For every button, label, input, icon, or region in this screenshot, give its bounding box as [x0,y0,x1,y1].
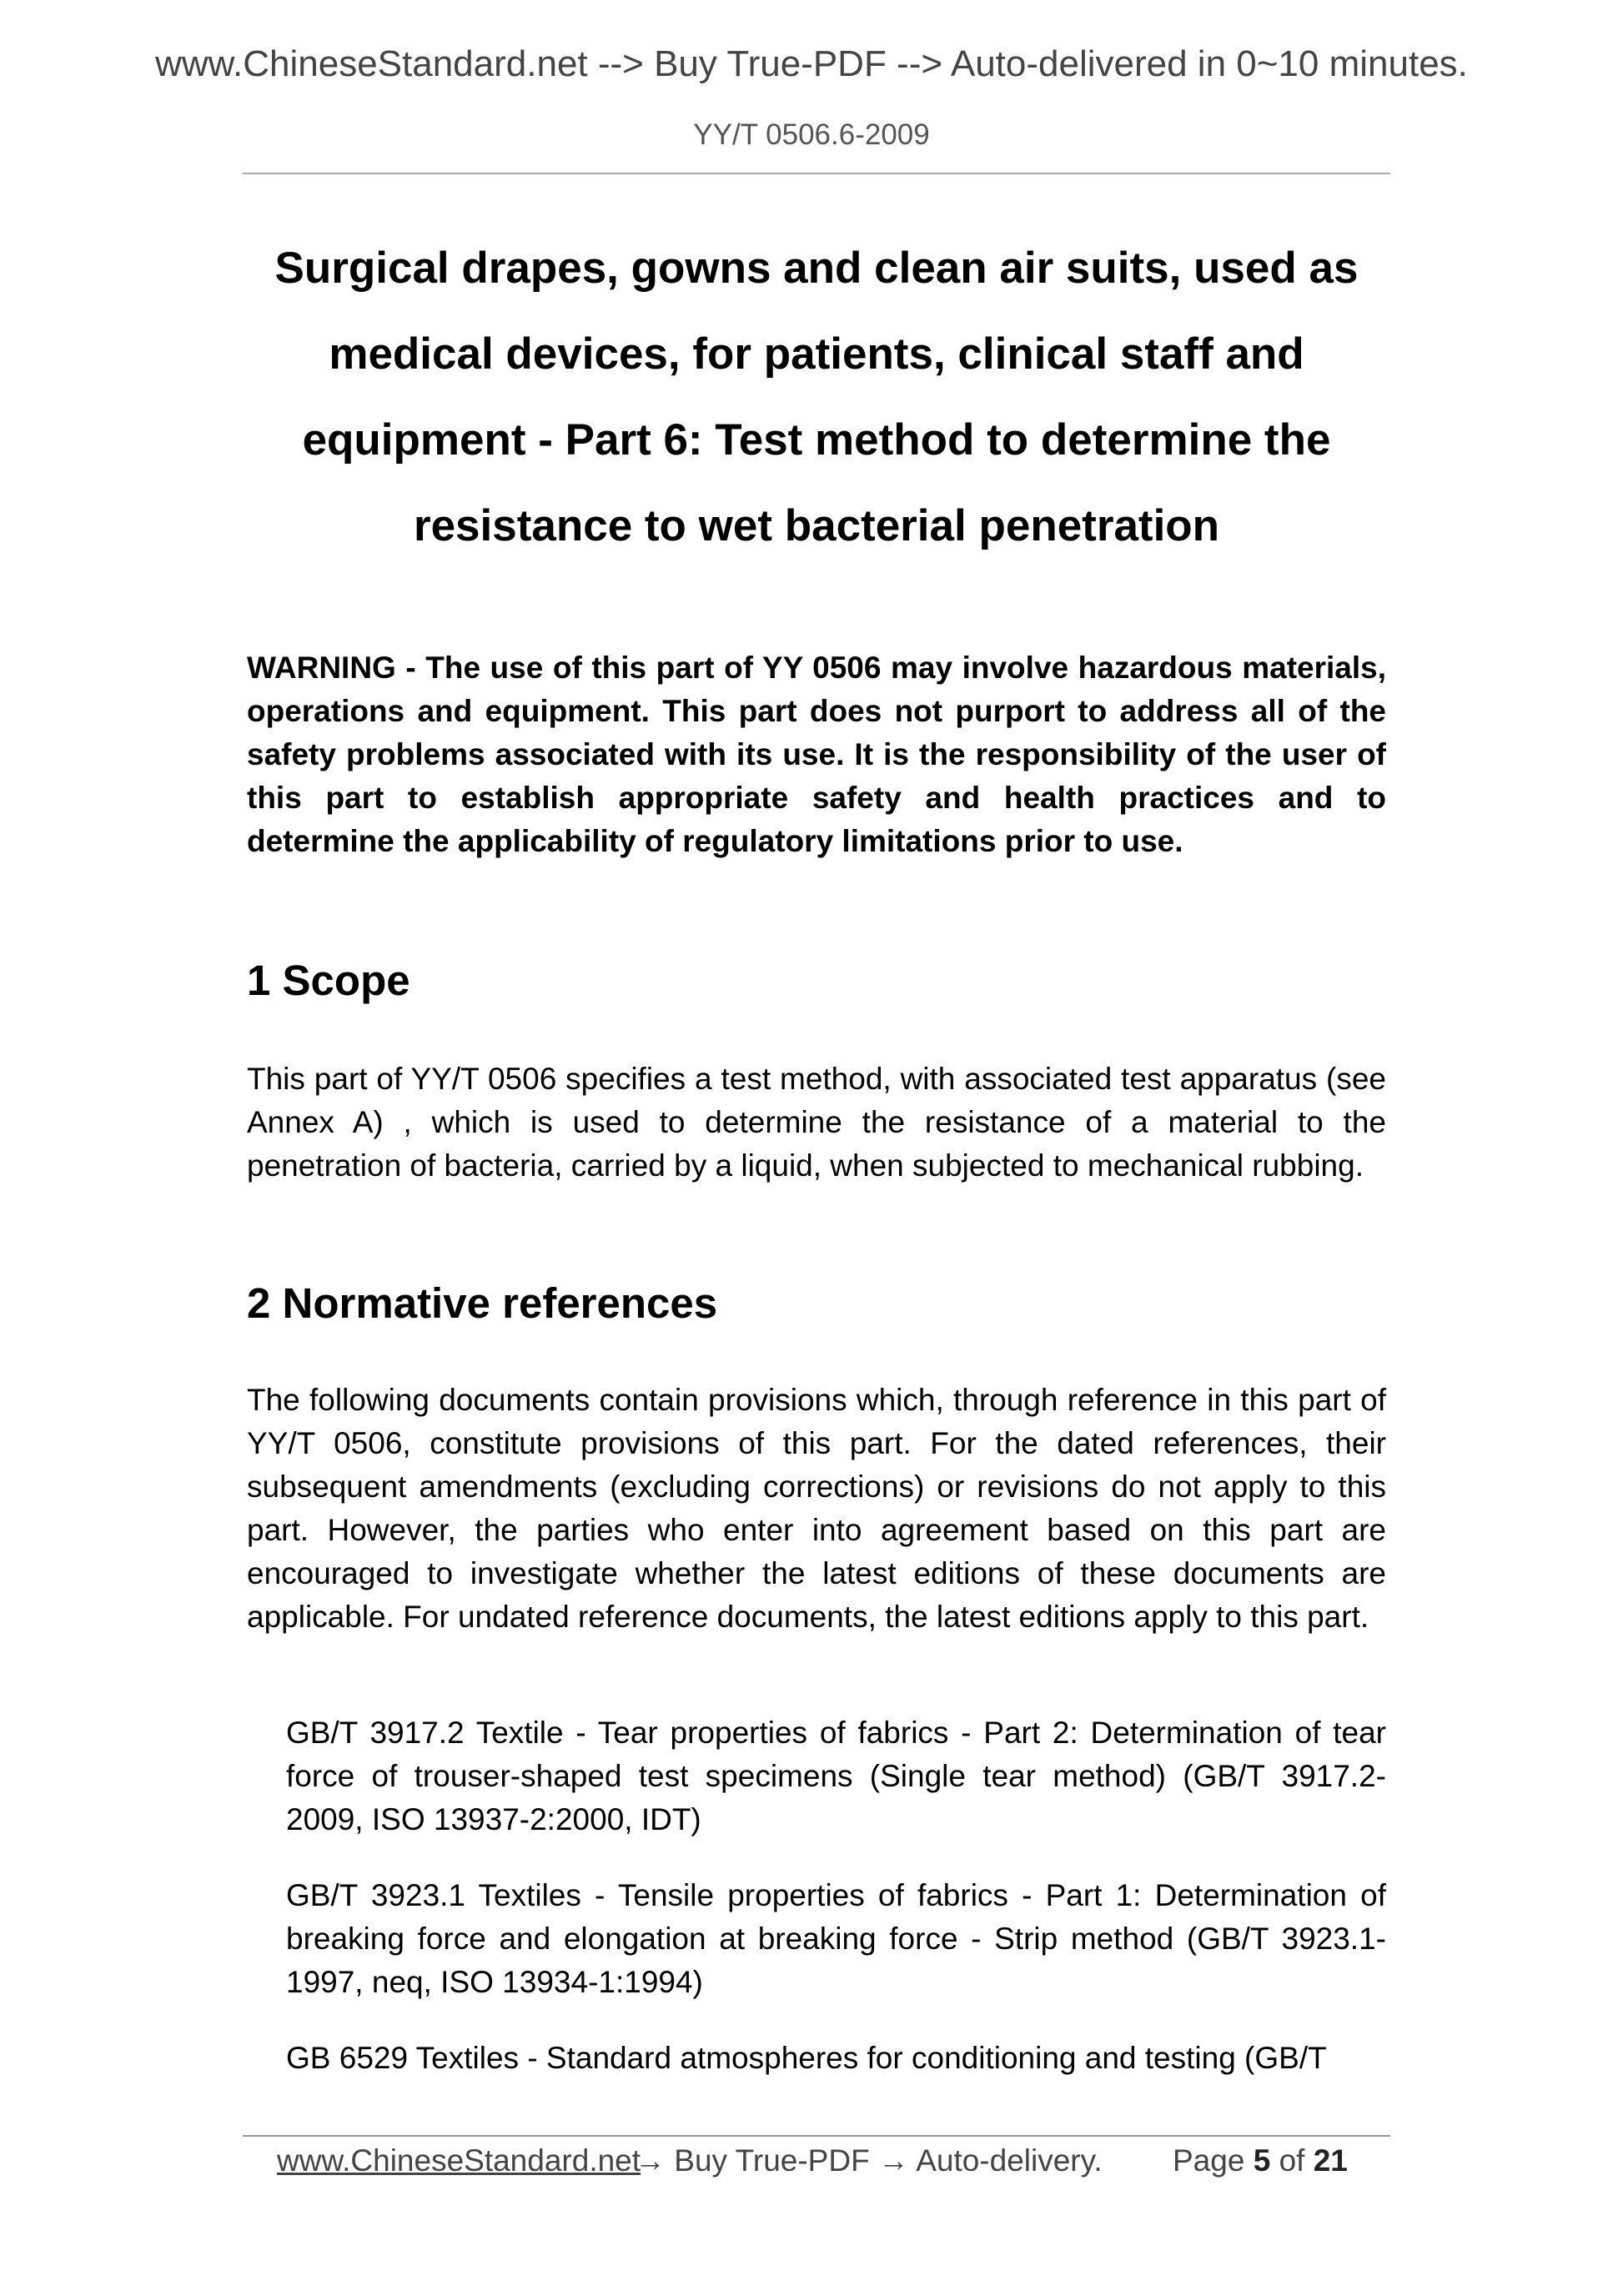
scope-paragraph: This part of YY/T 0506 specifies a test method, with associated test apparatus (see Annex A) , which is used to determine the resistance of a material to the penetration of bacteria, carried by a liquid, when subjected to mechanical rubbing. [247,1062,1386,1183]
section-heading-scope: 1 Scope [247,957,410,1004]
page-total: 21 [1313,2143,1348,2178]
top-banner: www.ChineseStandard.net --> Buy True-PDF --> Auto-delivered in 0~10 minutes. [155,43,1468,84]
reference-item: GB 6529 Textiles - Standard atmospheres for conditioning and testing (GB/T [286,2041,1327,2075]
section-heading-normative-references: 2 Normative references [247,1279,718,1327]
reference-item: GB/T 3923.1 Textiles - Tensile properties of fabrics - Part 1: Determination of breaking force and elongation at breaking force - Strip method (GB/T 3923.1-1997, neq, ISO 13934-1:1994) [286,1878,1386,1999]
title-line-3: equipment - Part 6: Test method to determine the [302,415,1331,465]
reference-item: GB/T 3917.2 Textile - Tear properties of fabrics - Part 2: Determination of tear force of trouser-shaped test specimens (Single tear method) (GB/T 3917.2-2009, ISO 13937-2:2000, IDT) [286,1716,1386,1836]
normative-references-paragraph: The following documents contain provisions which, through reference in this part of YY/T 0506, constitute provisions of this part. For the dated references, their subsequent amendments (excluding corrections) or revisions do not apply to this part. However, the parties who enter into agreement based on this part are encouraged to investigate whether the latest editions of these documents are applicable. For undated reference documents, the latest editions apply to this part. [247,1383,1386,1634]
title-line-4: resistance to wet bacterial penetration [413,501,1220,550]
page-word: Page [1173,2143,1245,2178]
of-word: of [1279,2143,1305,2178]
document-code: YY/T 0506.6-2009 [693,118,930,151]
warning-paragraph: WARNING - The use of this part of YY 0506 may involve hazardous materials, operations and equipment. This part does not purport to address all of the safety problems associated with its use. It is the responsibility of the user of this part to establish appropriate safety and health practices and to determine the applicability of regulatory limitations prior to use. [247,651,1386,858]
page-number: 5 [1253,2143,1271,2178]
footer-website-link[interactable]: www.ChineseStandard.net [277,2143,641,2178]
footer-divider [243,2135,1390,2137]
title-line-2: medical devices, for patients, clinical staff and [329,329,1304,379]
footer-text: → Buy True-PDF → Auto-delivery. [635,2143,1103,2178]
page-indicator [1173,2143,1348,2178]
header-divider [243,173,1390,174]
title-line-1: Surgical drapes, gowns and clean air suits, used as [274,244,1359,293]
document-title [247,225,1386,569]
